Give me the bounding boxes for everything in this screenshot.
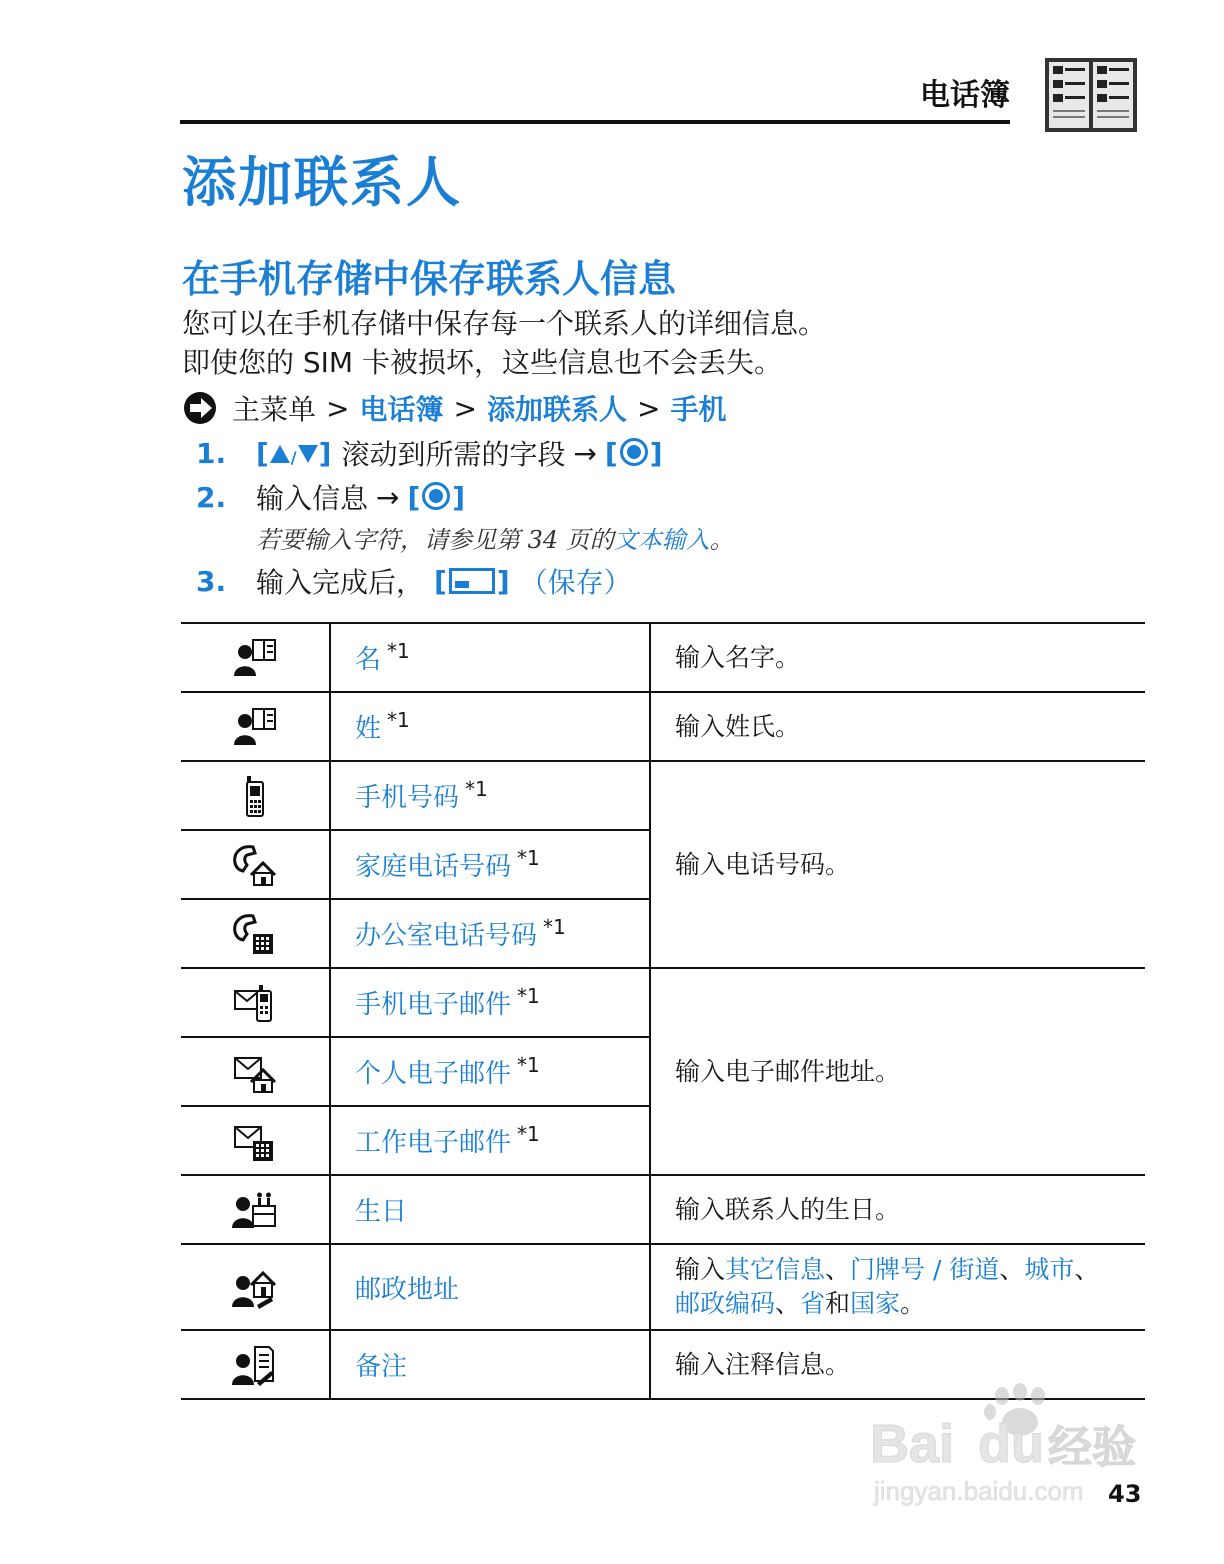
field-name: 家庭电话号码: [355, 852, 512, 882]
field-description: 输入姓氏。: [650, 692, 1145, 761]
svg-text:jingyan.baidu.com: jingyan.baidu.com: [874, 1476, 1084, 1506]
right-arrow-icon: →: [376, 480, 400, 514]
table-row: [181, 623, 1145, 692]
postal-address-icon: [231, 1265, 279, 1309]
mobile-phone-icon: [231, 774, 279, 818]
section-heading: 在手机存储中保存联系人信息: [182, 257, 677, 301]
step-note: 若要输入字符，请参见第 34 页的文本输入。: [256, 526, 734, 554]
save-action-label: （保存）: [519, 566, 632, 599]
table-row: [181, 1175, 1145, 1244]
contact-card-icon: [231, 705, 279, 749]
work-email-icon: [231, 1119, 279, 1163]
menu-path: [182, 388, 726, 428]
menu-path-item-phonebook: 电话簿: [359, 393, 444, 426]
intro-paragraph-1: 您可以在手机存储中保存每一个联系人的详细信息。: [182, 307, 827, 340]
menu-path-start: 主菜单: [232, 393, 317, 426]
field-name: 备注: [355, 1352, 408, 1382]
step-number: 3.: [196, 564, 227, 598]
right-arrow-icon: →: [573, 436, 597, 470]
menu-arrow-icon: [182, 390, 218, 426]
text-input-link[interactable]: 文本输入: [613, 526, 710, 554]
ok-key-icon: [ ]: [407, 480, 466, 514]
field-description: 输入其它信息、门牌号 / 街道、城市、 邮政编码、省和国家。: [650, 1244, 1145, 1330]
footnote-mark: *1: [517, 1122, 540, 1146]
page-title: 添加联系人: [182, 151, 462, 214]
field-name: 生日: [355, 1197, 408, 1227]
menu-path-separator: >: [636, 391, 661, 425]
office-phone-icon: [231, 912, 279, 956]
field-description: 输入联系人的生日。: [650, 1175, 1145, 1244]
birthday-icon: [231, 1188, 279, 1232]
field-description: 输入电子邮件地址。: [650, 968, 1145, 1175]
table-row: [181, 968, 1145, 1037]
step-3: [196, 561, 632, 601]
contact-fields-table: [181, 622, 1145, 1400]
svg-text:Bai: Bai: [870, 1414, 955, 1474]
field-name: 姓: [355, 714, 382, 744]
field-name: 手机号码: [355, 783, 460, 813]
field-description: 输入注释信息。: [650, 1330, 1145, 1399]
chapter-title: 电话簿: [920, 78, 1010, 113]
svg-text:du: du: [978, 1414, 1044, 1474]
table-row: [181, 692, 1145, 761]
table-row: [181, 1244, 1145, 1330]
left-softkey-icon: [ ]: [434, 564, 510, 598]
field-name: 个人电子邮件: [355, 1059, 512, 1089]
step-1: [196, 433, 663, 473]
home-email-icon: [231, 1050, 279, 1094]
field-name: 名: [355, 645, 382, 675]
contact-card-icon: [231, 636, 279, 680]
footnote-mark: *1: [543, 915, 566, 939]
field-name: 办公室电话号码: [355, 921, 538, 951]
field-name: 手机电子邮件: [355, 990, 512, 1020]
nav-up-down-key-icon: [ / ]: [256, 436, 332, 470]
mobile-email-icon: [231, 981, 279, 1025]
step-number: 1.: [196, 436, 227, 470]
phonebook-icon: [1043, 56, 1139, 134]
svg-text:经验: 经验: [1048, 1422, 1136, 1473]
page-number: 43: [1108, 1480, 1142, 1508]
menu-path-item-add-contact: 添加联系人: [486, 393, 627, 426]
menu-path-item-phone: 手机: [670, 393, 727, 426]
field-name: 工作电子邮件: [355, 1128, 512, 1158]
footnote-mark: *1: [465, 777, 488, 801]
menu-path-separator: >: [326, 391, 350, 425]
ok-key-icon: [ ]: [604, 436, 663, 470]
memo-icon: [231, 1343, 279, 1387]
header-rule: [180, 120, 1010, 124]
footnote-mark: *1: [517, 984, 540, 1008]
menu-path-separator: >: [453, 391, 477, 425]
intro-paragraph-2: 即使您的 SIM 卡被损坏，这些信息也不会丢失。: [182, 346, 782, 379]
step-text: 输入完成后，: [256, 566, 425, 599]
footnote-mark: *1: [517, 1053, 540, 1077]
home-phone-icon: [231, 843, 279, 887]
field-name: 邮政地址: [355, 1274, 460, 1305]
field-description: 输入电话号码。: [650, 761, 1145, 968]
step-text: 输入信息: [256, 482, 369, 515]
footnote-mark: *1: [387, 708, 410, 732]
footnote-mark: *1: [517, 846, 540, 870]
step-2: [196, 477, 465, 517]
step-text: 滚动到所需的字段: [341, 438, 566, 471]
step-number: 2.: [196, 480, 227, 514]
footnote-mark: *1: [387, 639, 410, 663]
field-description: 输入名字。: [650, 623, 1145, 692]
table-row: [181, 761, 1145, 830]
